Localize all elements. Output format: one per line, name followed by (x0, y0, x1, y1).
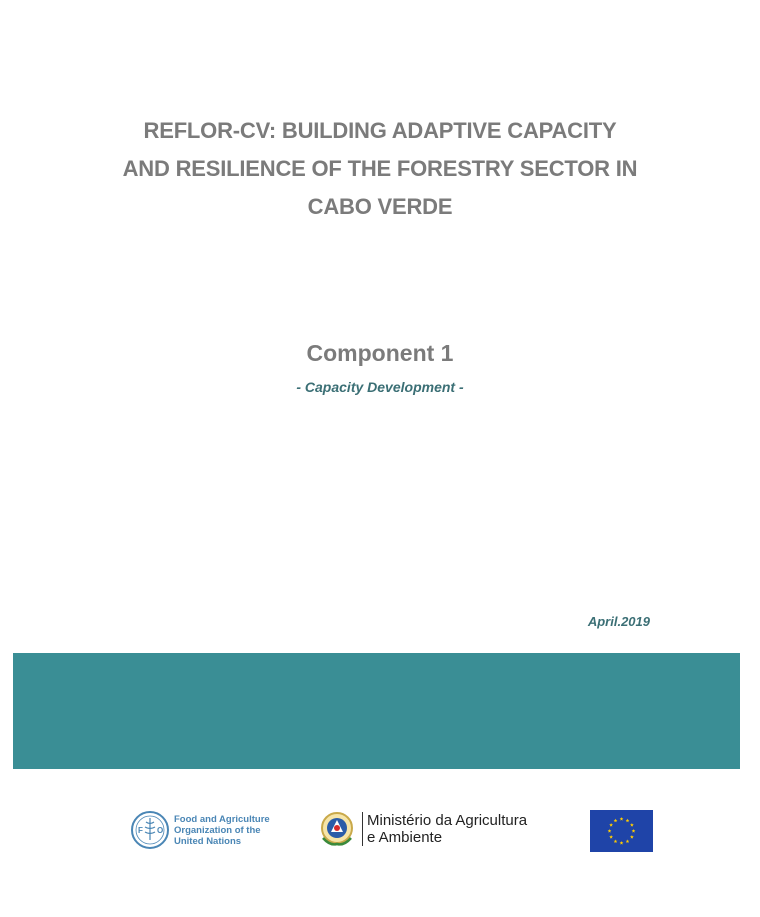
fao-line-2: Organization of the (174, 824, 261, 836)
fao-line-1: Food and Agriculture (174, 813, 270, 825)
fao-logo (130, 810, 270, 850)
document-title (90, 112, 670, 226)
ministry-line-1: Ministério da Agricultura (367, 812, 528, 829)
ministry-line-2: e Ambiente (367, 829, 443, 846)
teal-banner (13, 653, 740, 769)
component-heading: Component 1 (306, 340, 454, 366)
title-line-2: AND RESILIENCE OF THE FORESTRY SECTOR IN (122, 156, 638, 181)
cabo-verde-emblem-icon (316, 808, 358, 850)
fao-text (174, 814, 270, 847)
fao-emblem-icon (130, 810, 170, 850)
fao-line-3: United Nations (174, 835, 242, 847)
svg-text:O: O (157, 826, 164, 835)
eu-flag-icon (590, 810, 653, 852)
ministry-logo (316, 808, 527, 850)
title-line-1: REFLOR-CV: BUILDING ADAPTIVE CAPACITY (143, 118, 617, 143)
document-date: April.2019 (587, 614, 650, 629)
ministry-text (362, 812, 527, 846)
component-subtitle: - Capacity Development - (296, 379, 464, 395)
title-line-3: CABO VERDE (307, 194, 453, 219)
svg-text:F: F (138, 826, 143, 835)
